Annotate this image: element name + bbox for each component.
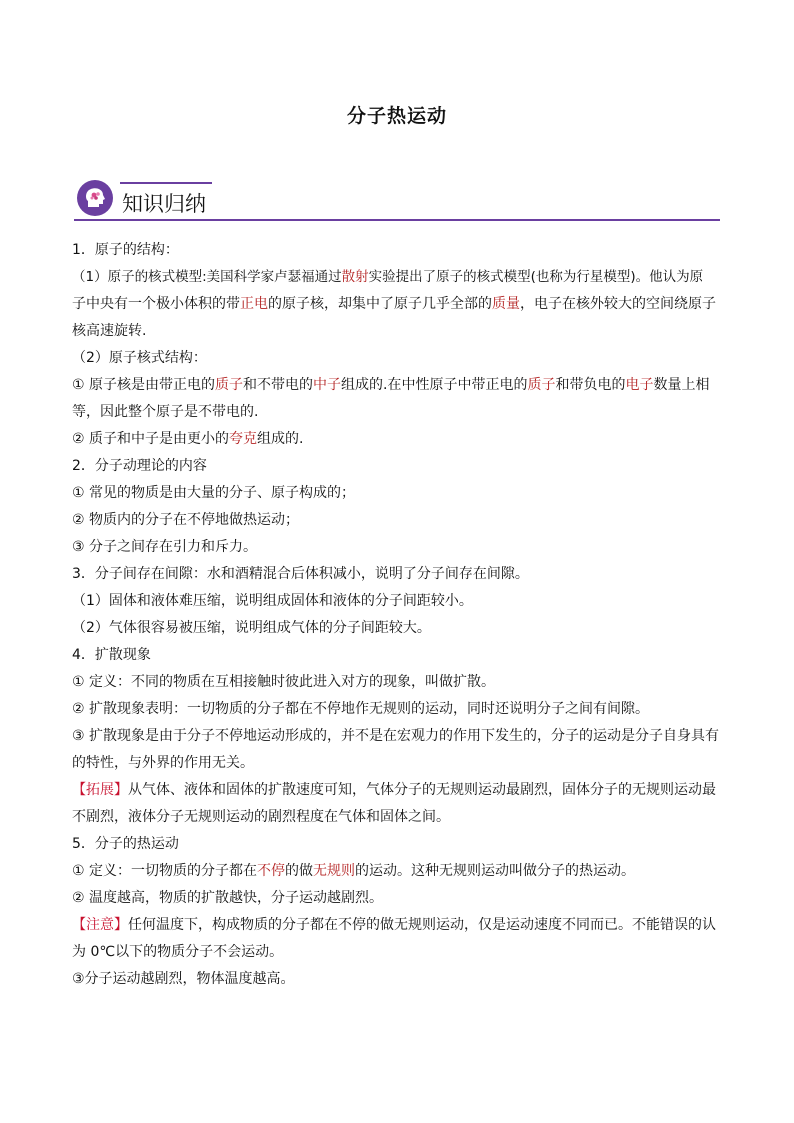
paragraph: （1）固体和液体难压缩，说明组成固体和液体的分子间距较小。 [72,593,473,609]
page-title: 分子热运动 [346,105,447,127]
paragraph: （2）原子核式结构： [72,350,207,366]
highlight-text: 中子 [313,377,342,393]
paragraph: ② 扩散现象表明：一切物质的分子都在不停地作无规则的运动，同时还说明分子之间有间隙。 [72,701,649,717]
text: 任何温度下，构成物质的分子都在不停的做无规则运动，仅是运动速度不同而已。不能错误的认 [128,917,716,933]
highlight-text: 夸克 [229,431,258,447]
paragraph: 4．扩散现象 [72,647,151,663]
text: ① 定义：一切物质的分子都在 [72,863,258,879]
text: 数量上相 [653,377,710,393]
highlight-text: 电子 [625,377,654,393]
paragraph: 2．分子动理论的内容 [72,458,207,474]
paragraph [72,912,722,939]
text: 子中央有一个极小体积的带 [72,296,240,312]
paragraph: ② 温度越高，物质的扩散越快，分子运动越剧烈。 [72,890,383,906]
paragraph: 核高速旋转. [72,323,147,339]
paragraph [72,777,722,804]
highlight-text: 质量 [492,296,520,312]
paragraph: ③ 扩散现象是由于分子不停地运动形成的，并不是在宏观力的作用下发生的，分子的运动是分子自身具有 [72,728,719,744]
paragraph: 的特性，与外界的作用无关。 [72,755,254,771]
text: 从气体、液体和固体的扩散速度可知，气体分子的无规则运动最剧烈，固体分子的无规则运动最 [128,782,716,798]
text: 组成的. [257,431,304,447]
banner-top-bar [120,182,212,184]
paragraph [72,426,722,453]
text: 的做 [285,863,314,879]
paragraph: 5．分子的热运动 [72,836,179,852]
section-banner [72,178,720,224]
text: （1）原子的核式模型:美国科学家卢瑟福通过 [72,269,342,285]
paragraph [72,372,722,399]
paragraph: 不剧烈，液体分子无规则运动的剧烈程度在气体和固体之间。 [72,809,450,825]
highlight-text: 不停 [257,863,286,879]
text: ，电子在核外较大的空间绕原子 [520,296,716,312]
section-heading: 知识归纳 [122,192,206,216]
paragraph [72,858,722,885]
paragraph: （2）气体很容易被压缩，说明组成气体的分子间距较大。 [72,620,431,636]
highlight-text: 正电 [240,296,268,312]
tag-label: 【注意】 [72,917,128,933]
paragraph: 1．原子的结构： [72,242,179,258]
text: 的运动。这种无规则运动叫做分子的热运动。 [355,863,636,879]
highlight-text: 散射 [341,269,369,285]
paragraph: ② 物质内的分子在不停地做热运动； [72,512,300,528]
text: 组成的.在中性原子中带正电的 [341,377,528,393]
highlight-text: 质子 [527,377,556,393]
paragraph: ① 常见的物质是由大量的分子、原子构成的； [72,485,355,501]
highlight-text: 质子 [215,377,244,393]
brain-head-icon [76,179,114,217]
tag-label: 【拓展】 [72,782,128,798]
highlight-text: 无规则 [313,863,356,879]
banner-underline [74,219,720,221]
paragraph: 为 0℃以下的物质分子不会运动。 [72,944,284,960]
text: 和带负电的 [555,377,626,393]
paragraph: ① 定义：不同的物质在互相接触时彼此进入对方的现象，叫做扩散。 [72,674,495,690]
paragraph: 等，因此整个原子是不带电的. [72,404,259,420]
text: ① 原子核是由带正电的 [72,377,216,393]
paragraph: 3．分子间存在间隙：水和酒精混合后体积减小，说明了分子间存在间隙。 [72,566,529,582]
text: 的原子核，却集中了原子几乎全部的 [268,296,492,312]
paragraph [72,264,722,291]
paragraph: ③分子运动越剧烈，物体温度越高。 [72,971,295,987]
text: 实验提出了原子的核式模型(也称为行星模型)。他认为原 [368,269,704,285]
text: ② 质子和中子是由更小的 [72,431,230,447]
paragraph [72,291,722,318]
content-body [72,237,722,993]
paragraph: ③ 分子之间存在引力和斥力。 [72,539,258,555]
text: 和不带电的 [243,377,314,393]
